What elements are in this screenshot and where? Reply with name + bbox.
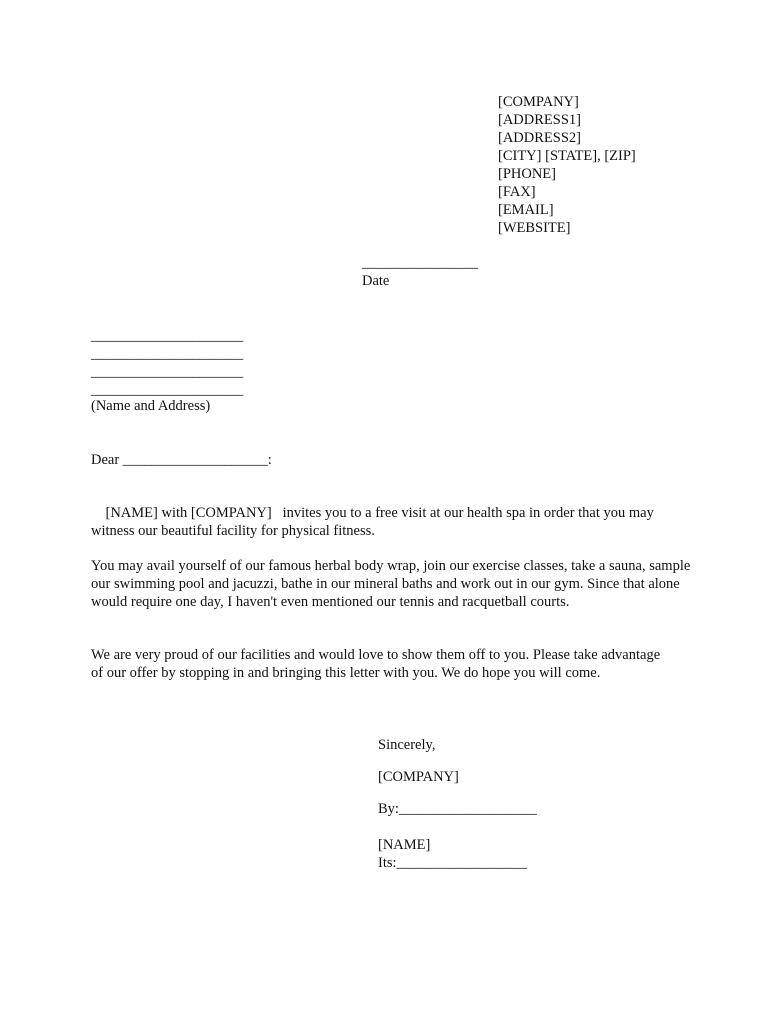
recipient-label: (Name and Address) <box>91 398 211 414</box>
recipient-blank-line: _____________________ <box>91 328 244 344</box>
sender-email: [EMAIL] <box>498 202 554 218</box>
date-blank-line: ________________ <box>362 255 478 271</box>
recipient-blank-line: _____________________ <box>91 346 244 362</box>
closing-company: [COMPANY] <box>378 769 459 785</box>
sender-city-state-zip: [CITY] [STATE], [ZIP] <box>498 148 636 164</box>
sender-address1: [ADDRESS1] <box>498 112 581 128</box>
signature-by-line: By:___________________ <box>378 801 537 817</box>
sender-company: [COMPANY] <box>498 94 579 110</box>
recipient-blank-line: _____________________ <box>91 364 244 380</box>
body-paragraph-3: We are very proud of our facilities and would love to show them off to you. Please take advantage of our offer by stopping in and bringing this letter with you. We do hope you will come. <box>91 647 661 681</box>
body-paragraph-1: [NAME] with [COMPANY] invites you to a free visit at our health spa in order that you may witness our beautiful facility for physical fitness. <box>91 505 658 539</box>
sender-website: [WEBSITE] <box>498 220 571 236</box>
sender-address2: [ADDRESS2] <box>498 130 581 146</box>
salutation: Dear ____________________: <box>91 452 272 468</box>
body-paragraph-2: You may avail yourself of our famous herbal body wrap, join our exercise classes, take a sauna, sample our swimming pool and jacuzzi, bathe in our mineral baths and work out in our gym. Since that alone would require one day, I haven't even mentioned our tennis and racquetball courts. <box>91 558 691 610</box>
recipient-blank-line: _____________________ <box>91 382 244 398</box>
sender-phone: [PHONE] <box>498 166 556 182</box>
signer-name: [NAME] <box>378 837 431 853</box>
date-label: Date <box>362 273 390 289</box>
closing-sincerely: Sincerely, <box>378 737 436 753</box>
signer-title-line: Its:__________________ <box>378 855 528 871</box>
sender-fax: [FAX] <box>498 184 536 200</box>
